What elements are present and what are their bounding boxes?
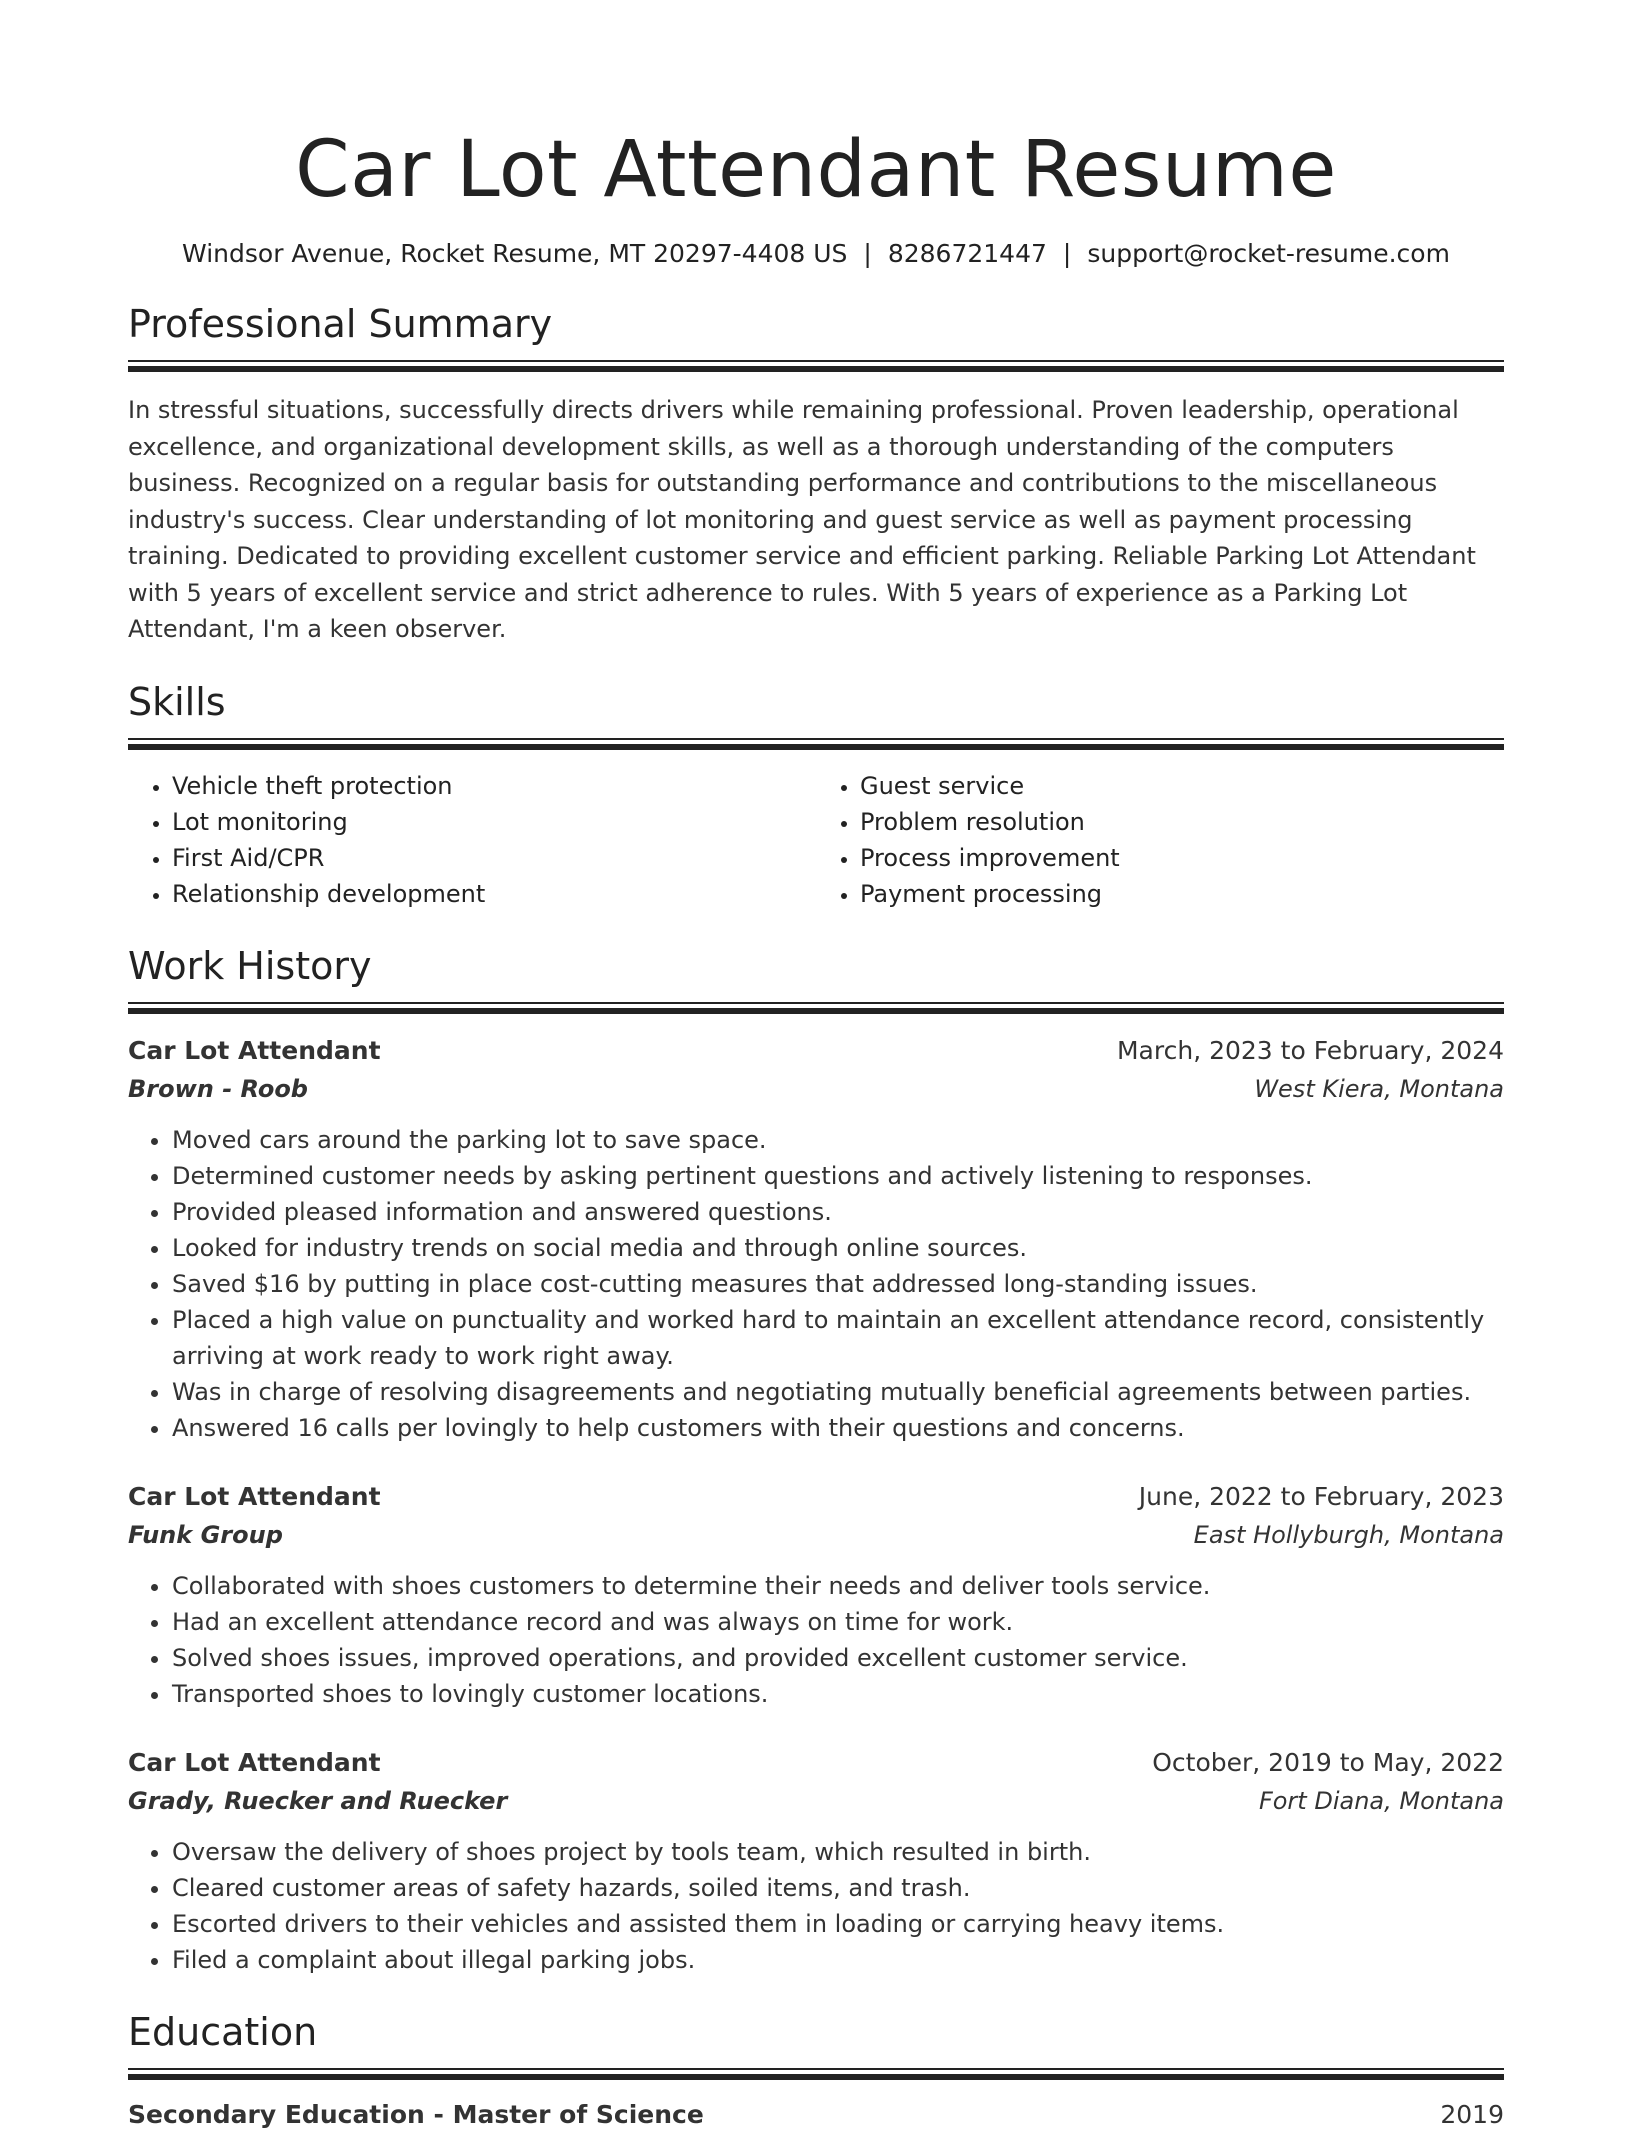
job-title: Car Lot Attendant [128, 1747, 381, 1777]
skills-section-header [128, 678, 1504, 750]
summary-section-header [128, 300, 1504, 372]
contact-phone: 8286721447 [887, 239, 1047, 268]
job-bullet: • Looked for industry trends on social media and through online sources. [172, 1230, 1504, 1266]
summary-heading: Professional Summary [128, 302, 553, 346]
job-location: Fort Diana, Montana [1258, 1786, 1504, 1815]
job-location: West Kiera, Montana [1254, 1074, 1504, 1103]
job-title: Car Lot Attendant [128, 1481, 381, 1511]
resume-title: Car Lot Attendant Resume [295, 125, 1337, 215]
job-bullet: • Moved cars around the parking lot to save space. [172, 1122, 1504, 1158]
job-bullet: • Escorted drivers to their vehicles and assisted them in loading or carrying heavy items. [172, 1906, 1504, 1942]
job-entry [128, 1744, 1504, 1978]
job-bullet: • Solved shoes issues, improved operations, and provided excellent customer service. [172, 1640, 1504, 1676]
job-bullet: • Cleared customer areas of safety hazards, soiled items, and trash. [172, 1870, 1504, 1906]
job-company: Grady, Ruecker and Ruecker [128, 1786, 508, 1815]
job-bullet: • Transported shoes to lovingly customer locations. [172, 1676, 1504, 1712]
job-bullet: • Filed a complaint about illegal parking jobs. [172, 1942, 1504, 1978]
job-bullets [128, 1122, 1504, 1446]
work-heading: Work History [128, 943, 372, 988]
job-bullet: • Determined customer needs by asking pertinent questions and actively listening to responses. [172, 1158, 1504, 1194]
contact-separator: | [863, 239, 872, 268]
skill-item: • Payment processing [860, 876, 1504, 912]
job-company: Brown - Roob [128, 1074, 308, 1103]
job-title: Car Lot Attendant [128, 1035, 381, 1065]
section-divider [128, 360, 1504, 372]
job-bullet: • Collaborated with shoes customers to determine their needs and deliver tools service. [172, 1568, 1504, 1604]
job-dates: June, 2022 to February, 2023 [1138, 1481, 1504, 1511]
contact-line [128, 238, 1504, 270]
job-entry [128, 1478, 1504, 1712]
education-heading: Education [128, 2009, 318, 2054]
job-dates: March, 2023 to February, 2024 [1116, 1035, 1504, 1065]
contact-separator: | [1062, 239, 1072, 268]
job-bullet: • Provided pleased information and answered questions. [172, 1194, 1504, 1230]
section-divider [128, 1002, 1504, 1014]
job-bullet: • Was in charge of resolving disagreements and negotiating mutually beneficial agreements between parties. [172, 1374, 1504, 1410]
education-section-header [128, 2008, 1504, 2080]
contact-email: support@rocket-resume.com [1087, 239, 1450, 268]
skills-column-left [128, 768, 816, 912]
section-divider [128, 2068, 1504, 2080]
job-bullets [128, 1568, 1504, 1712]
skill-item: • Problem resolution [860, 804, 1504, 840]
section-divider [128, 738, 1504, 750]
skill-item: • Lot monitoring [172, 804, 816, 840]
skill-item: • Vehicle theft protection [172, 768, 816, 804]
job-dates: October, 2019 to May, 2022 [1152, 1747, 1504, 1777]
skills-heading: Skills [128, 679, 226, 724]
job-entry [128, 1032, 1504, 1446]
skill-item: • First Aid/CPR [172, 840, 816, 876]
job-bullet: • Saved $16 by putting in place cost-cutting measures that addressed long-standing issues. [172, 1266, 1504, 1302]
skill-item: • Guest service [860, 768, 1504, 804]
work-section-header [128, 942, 1504, 1014]
job-bullets [128, 1834, 1504, 1978]
job-bullet: • Placed a high value on punctuality and worked hard to maintain an excellent attendance record, consistently arriving at work ready to work right away. [172, 1302, 1504, 1374]
job-bullet: • Oversaw the delivery of shoes project by tools team, which resulted in birth. [172, 1834, 1504, 1870]
summary-text: In stressful situations, successfully directs drivers while remaining professional. Proven leadership, operational excellence, and organizational development skills, as well as a thorough understanding of the computers business. Recognized on a regular basis for outstanding performance and contributions to the miscellaneous industry's success. Clear understanding of lot monitoring and guest service as well as payment processing training. Dedicated to providing excellent customer service and efficient parking. Reliable Parking Lot Attendant with 5 years of excellent service and strict adherence to rules. With 5 years of experience as a Parking Lot Attendant, I'm a keen observer. [128, 396, 1476, 643]
education-degree: Secondary Education - Master of Science [128, 2099, 704, 2129]
skill-item: • Process improvement [860, 840, 1504, 876]
education-entry [128, 2096, 1504, 2134]
skills-list [128, 768, 1504, 912]
skills-column-right [816, 768, 1504, 912]
job-bullet: • Answered 16 calls per lovingly to help customers with their questions and concerns. [172, 1410, 1504, 1446]
job-company: Funk Group [128, 1520, 283, 1549]
skill-item: • Relationship development [172, 876, 816, 912]
job-bullet: • Had an excellent attendance record and was always on time for work. [172, 1604, 1504, 1640]
education-year: 2019 [1440, 2099, 1504, 2129]
contact-address: Windsor Avenue, Rocket Resume, MT 20297-4408 US [182, 239, 848, 268]
job-location: East Hollyburgh, Montana [1193, 1520, 1504, 1549]
